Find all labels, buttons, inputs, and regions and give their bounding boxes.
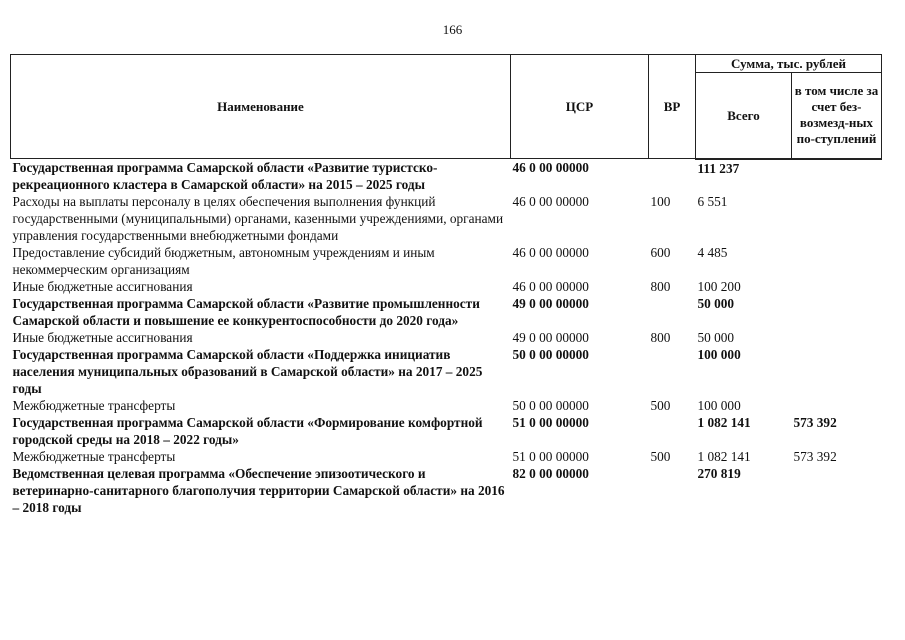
cell-vr: 500 bbox=[650, 449, 671, 464]
table-row bbox=[11, 346, 882, 397]
cell-vr: 100 bbox=[650, 194, 671, 209]
table-row bbox=[11, 159, 882, 194]
cell-extra bbox=[792, 193, 882, 244]
cell-extra bbox=[792, 397, 882, 414]
table-body bbox=[11, 159, 882, 517]
cell-extra bbox=[792, 159, 882, 194]
table-row bbox=[11, 465, 882, 516]
cell-csr: 46 0 00 00000 bbox=[512, 160, 589, 175]
cell-csr: 51 0 00 00000 bbox=[512, 415, 589, 430]
cell-vr: 800 bbox=[650, 330, 671, 345]
cell-total: 4 485 bbox=[697, 245, 728, 260]
cell-vr: 600 bbox=[650, 245, 671, 260]
header-vr: ВР bbox=[649, 55, 696, 159]
cell-extra bbox=[792, 278, 882, 295]
cell-csr: 46 0 00 00000 bbox=[512, 279, 589, 294]
cell-name: Государственная программа Самарской области «Формирование комфортной городской среды на 2018 – 2022 годы» bbox=[12, 415, 483, 447]
header-total: Всего bbox=[696, 73, 792, 159]
cell-vr bbox=[649, 414, 696, 448]
table-header bbox=[11, 55, 882, 159]
cell-name: Межбюджетные трансферты bbox=[12, 449, 176, 464]
header-csr: ЦСР bbox=[511, 55, 649, 159]
table-row bbox=[11, 278, 882, 295]
cell-name: Ведомственная целевая программа «Обеспечение эпизоотического и ветеринарно-санитарного благополучия территории Самарской области» на 2016 – 2018 годы bbox=[12, 466, 505, 515]
cell-extra: 573 392 bbox=[793, 415, 837, 430]
table-row bbox=[11, 397, 882, 414]
cell-vr: 500 bbox=[650, 398, 671, 413]
table-row bbox=[11, 329, 882, 346]
cell-name: Государственная программа Самарской области «Развитие туристско-рекреационного кластера в Самарской области» на 2015 – 2025 годы bbox=[12, 160, 438, 192]
cell-extra: 573 392 bbox=[793, 449, 837, 464]
cell-csr: 46 0 00 00000 bbox=[512, 194, 589, 209]
cell-total: 111 237 bbox=[697, 160, 740, 176]
cell-csr: 82 0 00 00000 bbox=[512, 466, 589, 481]
cell-total: 50 000 bbox=[697, 330, 735, 345]
cell-vr: 800 bbox=[650, 279, 671, 294]
cell-total: 1 082 141 bbox=[697, 415, 751, 430]
budget-table bbox=[10, 54, 882, 516]
cell-csr: 49 0 00 00000 bbox=[512, 330, 589, 345]
cell-csr: 51 0 00 00000 bbox=[512, 449, 589, 464]
cell-name: Государственная программа Самарской области «Развитие промышленности Самарской области и повышение ее конкурентоспособности до 2020 года» bbox=[12, 296, 480, 328]
cell-vr bbox=[649, 346, 696, 397]
cell-total: 100 000 bbox=[697, 398, 741, 413]
cell-total: 50 000 bbox=[697, 296, 735, 311]
table-row bbox=[11, 244, 882, 278]
cell-extra bbox=[792, 244, 882, 278]
cell-total: 100 000 bbox=[697, 347, 741, 362]
cell-csr: 50 0 00 00000 bbox=[512, 398, 589, 413]
cell-name: Расходы на выплаты персоналу в целях обеспечения выполнения функций государственными (муниципальными) органами, казенными учреждениями, органами управления государственными внебюджетными фондами bbox=[12, 194, 504, 243]
cell-extra bbox=[792, 465, 882, 516]
cell-vr bbox=[649, 465, 696, 516]
cell-csr: 50 0 00 00000 bbox=[512, 347, 589, 362]
header-sum-group: Сумма, тыс. рублей bbox=[696, 55, 882, 73]
table-row bbox=[11, 448, 882, 465]
cell-name: Государственная программа Самарской области «Поддержка инициатив населения муниципальных образований в Самарской области» на 2017 – 2025 годы bbox=[12, 347, 483, 396]
cell-csr: 46 0 00 00000 bbox=[512, 245, 589, 260]
header-extra: в том числе за счет без-возмезд-ных по-ступлений bbox=[792, 73, 882, 159]
cell-total: 270 819 bbox=[697, 466, 741, 481]
cell-total: 6 551 bbox=[697, 194, 728, 209]
table-row bbox=[11, 193, 882, 244]
cell-csr: 49 0 00 00000 bbox=[512, 296, 589, 311]
cell-vr bbox=[649, 159, 696, 194]
cell-total: 1 082 141 bbox=[697, 449, 751, 464]
cell-name: Межбюджетные трансферты bbox=[12, 398, 176, 413]
cell-vr bbox=[649, 295, 696, 329]
cell-extra bbox=[792, 295, 882, 329]
cell-extra bbox=[792, 346, 882, 397]
header-name: Наименование bbox=[11, 55, 511, 159]
table-row bbox=[11, 295, 882, 329]
cell-name: Предоставление субсидий бюджетным, автономным учреждениям и иным некоммерческим организациям bbox=[12, 245, 435, 277]
cell-total: 100 200 bbox=[697, 279, 741, 294]
page-number: 166 bbox=[442, 22, 463, 37]
cell-extra bbox=[792, 329, 882, 346]
cell-name: Иные бюджетные ассигнования bbox=[12, 330, 193, 345]
table-row bbox=[11, 414, 882, 448]
cell-name: Иные бюджетные ассигнования bbox=[12, 279, 193, 294]
